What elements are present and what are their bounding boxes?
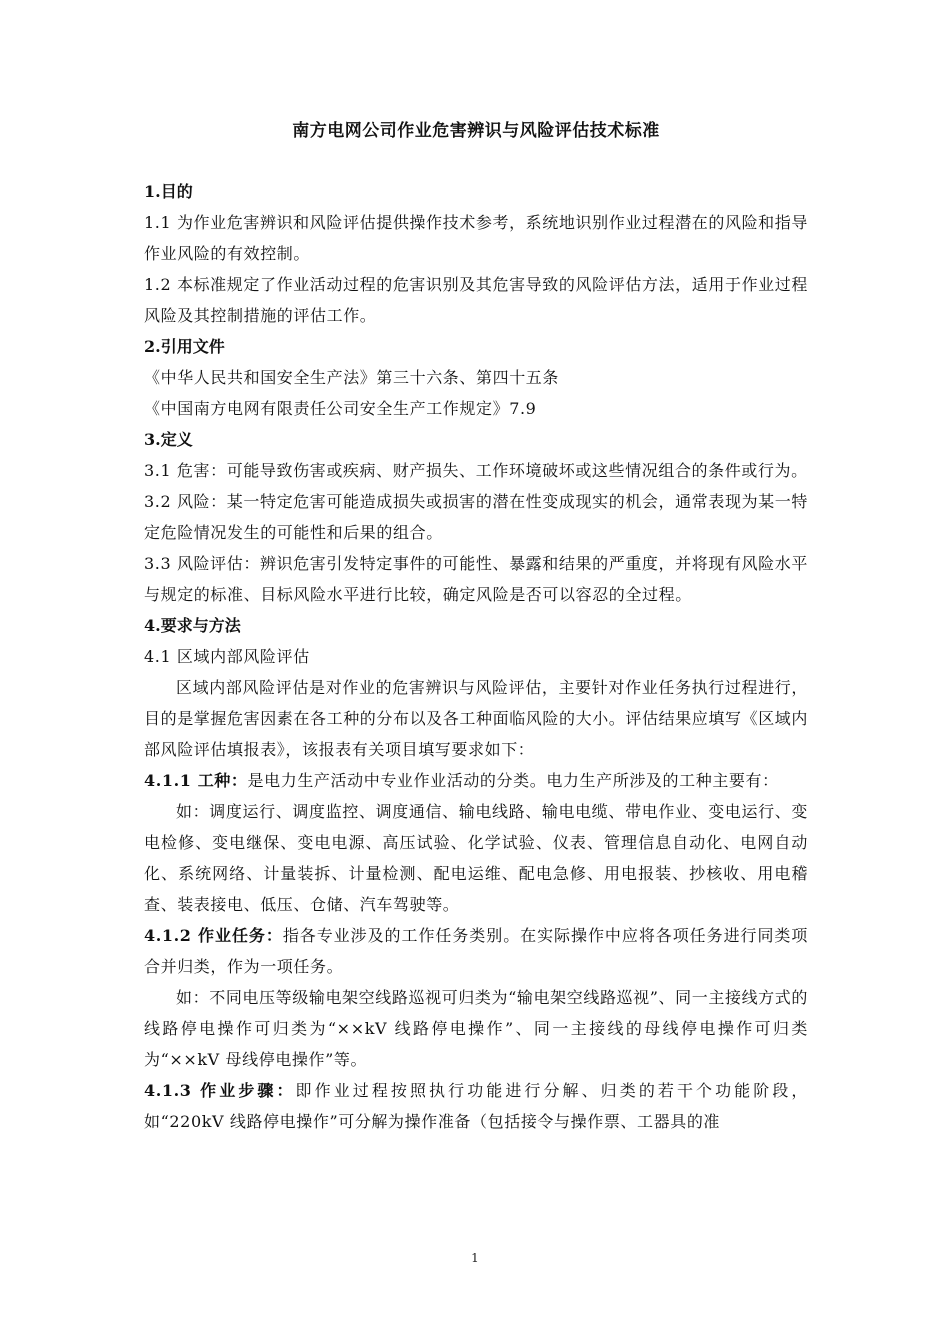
item-4-1-2-text: 指各专业涉及的工作任务类别。在实际操作中应将各项任务进行同类项合并归类，作为一项任务。 xyxy=(144,926,808,976)
paragraph-4-1-2 xyxy=(144,920,808,982)
item-4-1-1-label: 4.1.1 工种： xyxy=(144,771,248,790)
paragraph-4-1-3 xyxy=(144,1075,808,1137)
item-4-1-2-label: 4.1.2 作业任务： xyxy=(144,926,283,945)
paragraph-4-1-2-example: 如：不同电压等级输电架空线路巡视可归类为“输电架空线路巡视”、同一主接线方式的线路停电操作可归类为“××kV 线路停电操作”、同一主接线的母线停电操作可归类为“××kV 母线停电操作”等。 xyxy=(144,988,808,1069)
paragraph-1-1: 1.1 为作业危害辨识和风险评估提供操作技术参考，系统地识别作业过程潜在的风险和指导作业风险的有效控制。 xyxy=(144,213,808,263)
item-4-1-3-label: 4.1.3 作业步骤： xyxy=(144,1081,296,1100)
document-title: 南方电网公司作业危害辨识与风险评估技术标准 xyxy=(292,121,660,141)
reference-1: 《中华人民共和国安全生产法》第三十六条、第四十五条 xyxy=(144,368,560,387)
page-number: 1 xyxy=(471,1251,479,1265)
item-4-1-1-text: 是电力生产活动中专业作业活动的分类。电力生产所涉及的工种主要有： xyxy=(247,771,779,790)
section-heading-purpose: 1.目的 xyxy=(144,182,193,201)
paragraph-3-2: 3.2 风险：某一特定危害可能造成损失或损害的潜在性变成现实的机会，通常表现为某一特定危险情况发生的可能性和后果的组合。 xyxy=(144,492,808,542)
reference-2: 《中国南方电网有限责任公司安全生产工作规定》7.9 xyxy=(144,399,537,418)
paragraph-3-1: 3.1 危害：可能导致伤害或疾病、财产损失、工作环境破坏或这些情况组合的条件或行为。 xyxy=(144,461,808,480)
section-heading-definitions: 3.定义 xyxy=(144,430,193,449)
document-body xyxy=(144,118,808,1137)
subsection-4-1: 4.1 区域内部风险评估 xyxy=(144,647,310,666)
paragraph-1-2: 1.2 本标准规定了作业活动过程的危害识别及其危害导致的风险评估方法，适用于作业过程风险及其控制措施的评估工作。 xyxy=(144,275,808,325)
paragraph-3-3: 3.3 风险评估：辨识危害引发特定事件的可能性、暴露和结果的严重度，并将现有风险水平与规定的标准、目标风险水平进行比较，确定风险是否可以容忍的全过程。 xyxy=(144,554,808,604)
section-heading-references: 2.引用文件 xyxy=(144,337,225,356)
paragraph-4-1-1 xyxy=(144,765,808,796)
paragraph-4-1-intro: 区域内部风险评估是对作业的危害辨识与风险评估，主要针对作业任务执行过程进行，目的是掌握危害因素在各工种的分布以及各工种面临风险的大小。评估结果应填写《区域内部风险评估填报表》，该报表有关项目填写要求如下： xyxy=(144,678,809,759)
item-4-1-3-text: 即作业过程按照执行功能进行分解、归类的若干个功能阶段，如“220kV 线路停电操作”可分解为操作准备（包括接令与操作票、工器具的准 xyxy=(144,1081,808,1131)
section-heading-requirements: 4.要求与方法 xyxy=(144,616,241,635)
paragraph-4-1-1-example: 如：调度运行、调度监控、调度通信、输电线路、输电电缆、带电作业、变电运行、变电检修、变电继保、变电电源、高压试验、化学试验、仪表、管理信息自动化、电网自动化、系统网络、计量装拆、计量检测、配电运维、配电急修、用电报装、抄核收、用电稽查、装表接电、低压、仓储、汽车驾驶等。 xyxy=(144,802,808,914)
